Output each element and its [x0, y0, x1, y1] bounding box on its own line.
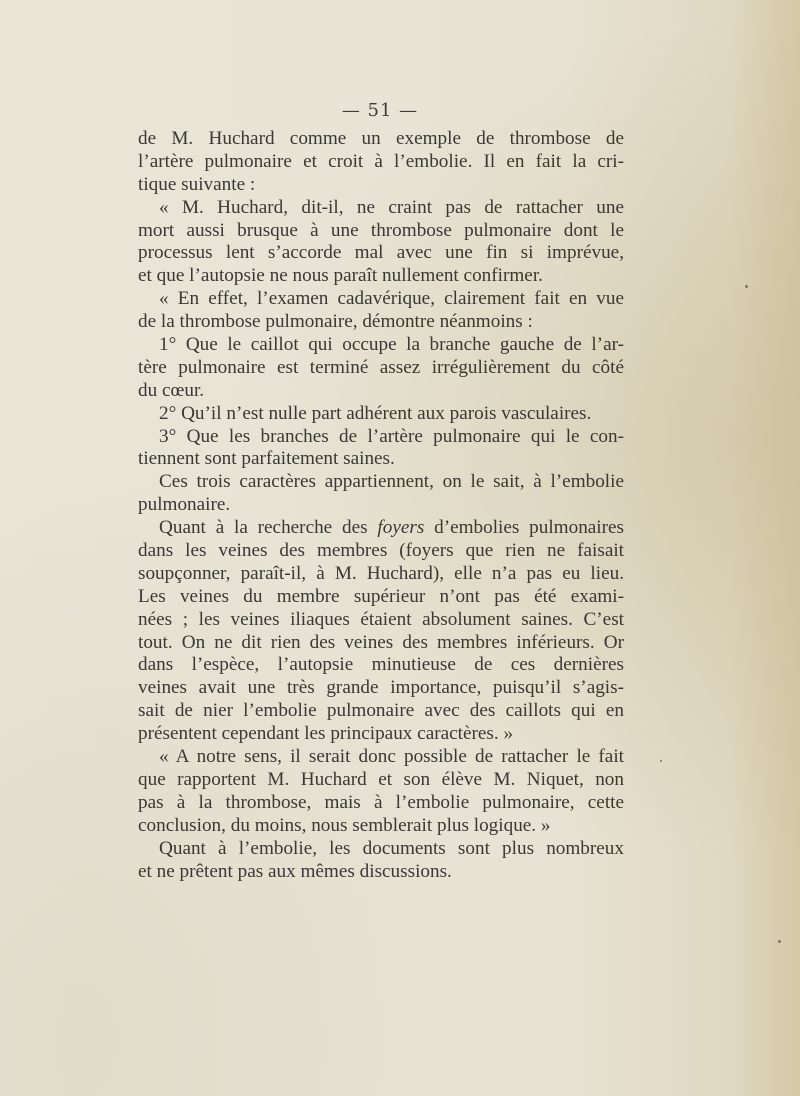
text-line: dans l’espèce, l’autopsie minutieuse de ces dernières [138, 654, 624, 676]
text-line: soupçonner, paraît-il, à M. Huchard), elle n’a pas eu lieu. [138, 562, 624, 584]
text-line: tique suivante : [138, 173, 256, 195]
text-line: et que l’autopsie ne nous paraît nullement confirmer. [138, 265, 543, 287]
text-line: conclusion, du moins, nous semblerait plus logique. » [138, 814, 551, 836]
text-line: « A notre sens, il serait donc possible de rattacher le fait [159, 746, 624, 768]
text-line: l’artère pulmonaire et croit à l’embolie. Il en fait la cri- [138, 150, 624, 172]
text-line: nées ; les veines iliaques étaient absolument saines. C’est [138, 608, 624, 630]
text-line: dans les veines des membres (foyers que rien ne faisait [138, 540, 624, 562]
text-line: Les veines du membre supérieur n’ont pas été exami- [138, 585, 624, 607]
paper-speck [745, 285, 748, 288]
text-line: présentent cependant les principaux caractères. » [138, 723, 514, 745]
text-line: de M. Huchard comme un exemple de thrombose de [138, 128, 624, 149]
text-line: mort aussi brusque à une thrombose pulmonaire dont le [138, 219, 624, 241]
text-line: processus lent s’accorde mal avec une fin si imprévue, [138, 242, 624, 264]
text-line: que rapportent M. Huchard et son élève M. Niquet, non [138, 768, 624, 790]
text-line: « En effet, l’examen cadavérique, clairement fait en vue [159, 288, 624, 310]
page-edge-shading [730, 0, 800, 1096]
text-line: tout. On ne dit rien des veines des membres inférieurs. Or [138, 631, 624, 653]
text-line: 3° Que les branches de l’artère pulmonaire qui le con- [159, 425, 624, 447]
italic-word: foyers [377, 517, 425, 539]
text-line: et ne prêtent pas aux mêmes discussions. [138, 860, 452, 882]
text-line: « M. Huchard, dit-il, ne craint pas de rattacher une [159, 196, 624, 218]
text-line: 2° Qu’il n’est nulle part adhérent aux parois vasculaires. [159, 402, 592, 424]
text-line: de la thrombose pulmonaire, démontre néanmoins : [138, 311, 533, 333]
body-text [138, 128, 624, 883]
text-line: tère pulmonaire est terminé assez irrégulièrement du côté [138, 356, 624, 378]
text-line: tiennent sont parfaitement saines. [138, 448, 395, 470]
paper-speck [660, 760, 662, 762]
text-line: veines avait une très grande importance, puisqu’il s’agis- [138, 677, 624, 699]
paper-speck [778, 940, 781, 943]
text-line: Quant à l’embolie, les documents sont plus nombreux [159, 837, 624, 859]
text-line: pulmonaire. [138, 494, 231, 516]
text-line: Ces trois caractères appartiennent, on le sait, à l’embolie [159, 471, 624, 493]
text-line: pas à la thrombose, mais à l’embolie pulmonaire, cette [138, 791, 624, 813]
text-line: sait de nier l’embolie pulmonaire avec des caillots qui en [138, 700, 624, 722]
text-line: Quant à la recherche des foyers d’embolies pulmonaires [159, 517, 625, 539]
text-line: 1° Que le caillot qui occupe la branche gauche de l’ar- [159, 334, 624, 356]
text-line: du cœur. [138, 379, 205, 401]
page-number: — 51 — [341, 100, 419, 121]
